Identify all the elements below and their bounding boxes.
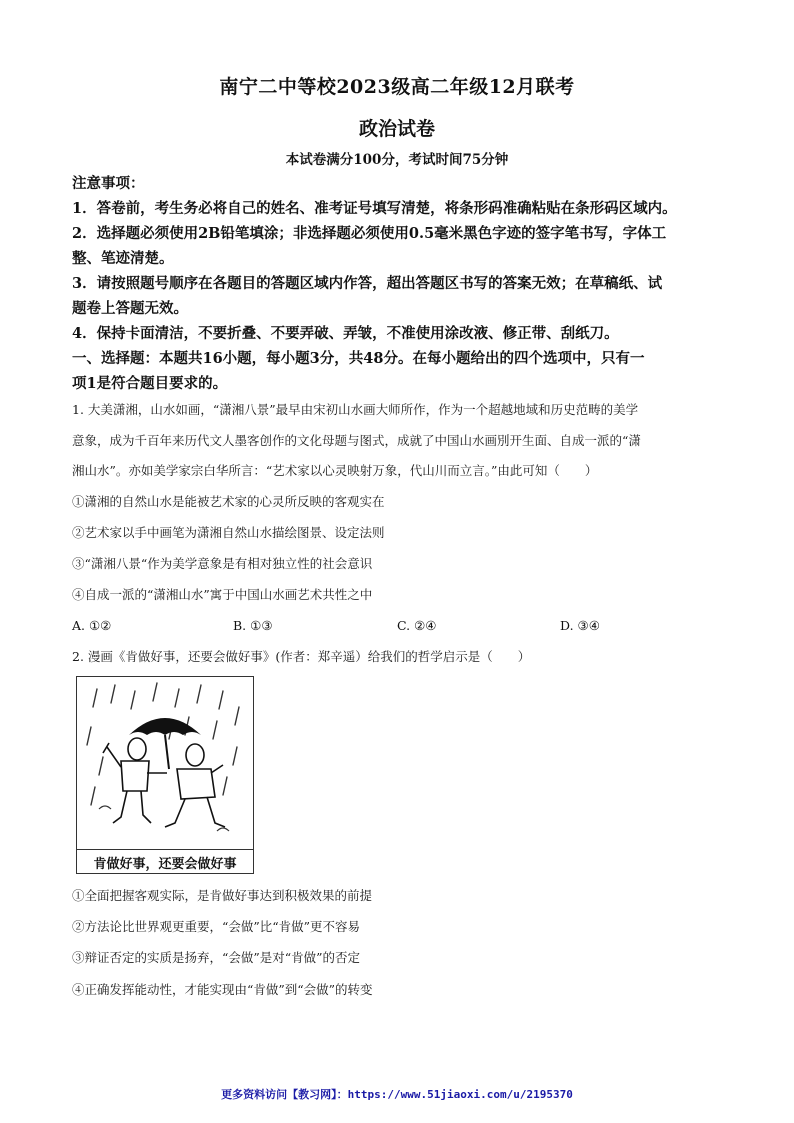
q2-stem: 2. 漫画《肯做好事，还要会做好事》(作者：郑辛遥）给我们的哲学启示是（ ） (72, 649, 531, 664)
exam-title: 南宁二中等校2023级高二年级12月联考 (219, 76, 575, 98)
q1-statement: ④自成一派的“潇湘山水”寓于中国山水画艺术共性之中 (72, 587, 373, 602)
q1-option-b: B. ①③ (233, 618, 273, 633)
notice-item: 2．选择题必须使用2B铅笔填涂；非选择题必须使用0.5毫米黑色字迹的签字笔书写，字体工 (72, 225, 667, 242)
q2-statement: ②方法论比世界观更重要，“会做”比“肯做”更不容易 (72, 919, 361, 934)
exam-duration-note: 本试卷满分100分，考试时间75分钟 (285, 152, 509, 168)
notice-item: 1．答卷前，考生务必将自己的姓名、准考证号填写清楚，将条形码准确粘贴在条形码区域内。 (72, 200, 677, 217)
notice-item: 整、笔迹清楚。 (72, 250, 174, 267)
q1-statement: ③“潇湘八景“作为美学意象是有相对独立性的社会意识 (72, 556, 373, 571)
q1-statement: ①潇湘的自然山水是能被艺术家的心灵所反映的客观实在 (72, 494, 385, 509)
notice-item: 3．请按照题号顺序在各题目的答题区域内作答，超出答题区书写的答案无效；在草稿纸、试 (72, 275, 663, 292)
notice-item: 题卷上答题无效。 (72, 300, 188, 317)
q1-statement: ②艺术家以手中画笔为潇湘自然山水描绘图景、设定法则 (72, 525, 385, 540)
section-heading: 一、选择题：本题共16小题，每小题3分，共48分。在每小题给出的四个选项中，只有一 (72, 350, 645, 367)
q1-option-a: A. ①② (72, 618, 112, 633)
notice-item: 4．保持卡面清洁，不要折叠、不要弄破、弄皱，不准使用涂改液、修正带、刮纸刀。 (72, 325, 619, 342)
exam-subject: 政治试卷 (358, 118, 435, 140)
q2-statement: ④正确发挥能动性，才能实现由“肯做”到“会做”的转变 (72, 982, 373, 997)
q1-stem-line: 意象，成为千百年来历代文人墨客创作的文化母题与图式，成就了中国山水画別开生面、自成一派的“潇 (72, 433, 641, 448)
q2-statement: ①全面把握客观实际，是肯做好事达到积极效果的前提 (72, 888, 373, 903)
cartoon-figure (76, 676, 254, 874)
q1-stem-line: 湘山水”。亦如美学家宗白华所言：“艺术家以心灵映射万象，代山川而立言。”由此可知（ ） (72, 463, 598, 478)
footer-link[interactable]: 更多资料访问【教习网】：https://www.51jiaoxi.com/u/2195370 (221, 1088, 573, 1101)
cartoon-illustration (77, 677, 253, 847)
q1-option-d: D. ③④ (560, 618, 600, 633)
cartoon-caption: 肯做好事，还要会做好事 (77, 849, 253, 872)
q1-option-c: C. ②④ (397, 618, 437, 633)
q1-stem-line: 1. 大美潇湘，山水如画，“潇湘八景”最早由宋初山水画大师所作，作为一个超越地域和历史范畴的美学 (72, 402, 639, 417)
section-heading-cont: 项1是符合题目要求的。 (72, 375, 228, 392)
q2-statement: ③辩证否定的实质是扬弃，“会做”是对“肯做”的否定 (72, 950, 361, 965)
notice-heading: 注意事项： (72, 175, 145, 192)
